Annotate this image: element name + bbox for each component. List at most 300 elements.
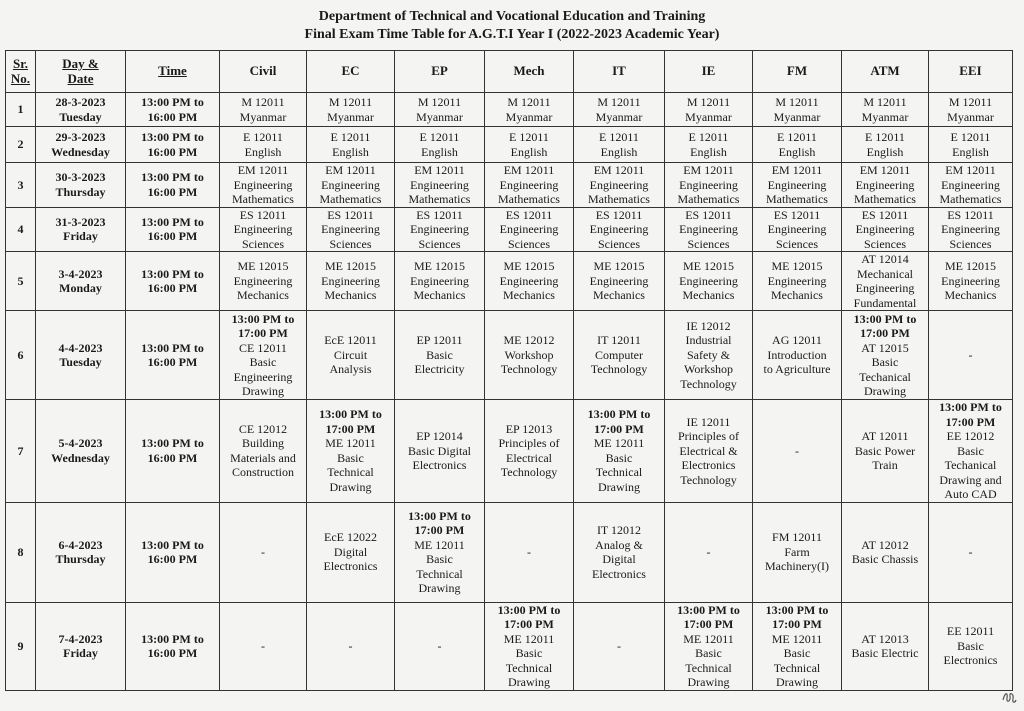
- exam-line: English: [510, 144, 548, 159]
- exam-line: Analysis: [329, 362, 372, 377]
- exam-line: EM 12011: [771, 163, 823, 177]
- sr-no-cell: 2: [6, 127, 36, 163]
- exam-line: Myanmar: [773, 109, 821, 124]
- date-text: 28-3-2023: [55, 95, 106, 109]
- exam-line: ME 12015: [683, 259, 734, 274]
- exam-line: Myanmar: [947, 109, 994, 124]
- exam-cell-civil: [220, 93, 307, 127]
- exam-line: Engineering: [321, 273, 380, 288]
- exam-line: Engineering: [679, 177, 738, 192]
- exam-line: ES 12011: [947, 207, 994, 222]
- exam-line: Mechanics: [324, 288, 377, 303]
- exam-cell-civil: [220, 127, 307, 163]
- exam-line: 17:00 PM: [594, 421, 644, 436]
- exam-cell-ec: [307, 252, 395, 311]
- exam-line: ME 12015: [771, 259, 823, 274]
- exam-cell-mech: [485, 400, 574, 503]
- exam-cell-it: [574, 400, 665, 503]
- exam-cell-it: [574, 252, 665, 311]
- exam-line: FM 12011: [772, 530, 822, 545]
- exam-cell-fm: [753, 93, 842, 127]
- exam-line: Sciences: [864, 236, 906, 251]
- exam-cell-ie: [665, 163, 753, 208]
- exam-line: Drawing: [242, 384, 284, 398]
- exam-line: Train: [872, 458, 898, 472]
- exam-line: Drawing: [329, 479, 372, 494]
- exam-line: Farm: [784, 544, 810, 559]
- exam-line: ME 12015: [414, 259, 465, 274]
- time-cell: [126, 602, 220, 690]
- exam-line: 17:00 PM: [325, 421, 376, 436]
- time-line: 13:00 PM to: [141, 95, 204, 109]
- exam-cell-it: [574, 311, 665, 400]
- exam-line: AT 12013: [861, 631, 909, 646]
- exam-cell-eei: [929, 127, 1013, 163]
- exam-line: 13:00 PM to: [319, 407, 382, 422]
- exam-line: EM 12011: [503, 163, 555, 177]
- exam-line: Engineering: [589, 222, 649, 236]
- exam-line: AG 12011: [772, 333, 822, 348]
- exam-line: Basic Power: [854, 443, 916, 458]
- weekday-text: Thursday: [55, 184, 106, 199]
- header-ep: EP: [395, 51, 485, 93]
- exam-line: 17:00 PM: [772, 617, 822, 631]
- exam-line: ES 12011: [505, 207, 553, 222]
- exam-cell-ep: [395, 400, 485, 503]
- exam-line: E 12011: [777, 130, 817, 144]
- exam-line: EE 12011: [946, 624, 995, 639]
- exam-line: EP 12013: [505, 421, 553, 436]
- exam-cell-civil: [220, 400, 307, 503]
- date-text: 3-4-2023: [58, 266, 103, 281]
- exam-cell-ep: [395, 502, 485, 602]
- exam-line: Electrical &: [679, 443, 738, 458]
- exam-line: Engineering: [941, 222, 1000, 236]
- exam-cell-fm: [753, 602, 842, 690]
- exam-line: Workshop: [504, 347, 554, 362]
- exam-line: Fundamental: [853, 295, 917, 310]
- exam-line: Technology: [680, 376, 737, 391]
- exam-line: IE 12011: [686, 414, 731, 429]
- exam-cell-atm: [842, 163, 929, 208]
- exam-line: EP 12011: [416, 333, 463, 348]
- exam-line: Technology: [590, 362, 648, 377]
- exam-line: Drawing: [687, 675, 730, 689]
- time-line: 16:00 PM: [147, 646, 198, 660]
- exam-line: EE 12012: [946, 429, 995, 443]
- exam-line: Basic: [783, 646, 811, 660]
- exam-line: Electronics: [592, 566, 646, 581]
- header-eei: EEI: [929, 51, 1013, 93]
- exam-cell-mech: [485, 252, 574, 311]
- exam-cell-ep: [395, 602, 485, 690]
- exam-line: 17:00 PM: [860, 326, 910, 340]
- exam-cell-ie: [665, 127, 753, 163]
- exam-line: Basic: [337, 450, 364, 465]
- exam-line: ME 12015: [503, 259, 555, 274]
- time-cell: [126, 400, 220, 503]
- exam-line: Basic Digital: [408, 443, 471, 458]
- weekday-text: Tuesday: [59, 355, 102, 369]
- exam-line: Engineering: [233, 369, 293, 384]
- exam-line: ME 12011: [503, 631, 555, 646]
- exam-line: ME 12015: [237, 259, 289, 274]
- exam-line: Materials and: [230, 450, 296, 465]
- exam-line: Engineering: [767, 273, 827, 288]
- exam-cell-ec: [307, 502, 395, 602]
- header-fm: FM: [753, 51, 842, 93]
- time-line: 16:00 PM: [147, 109, 198, 124]
- exam-line: Machinery(I): [765, 559, 829, 574]
- exam-line: -: [261, 544, 265, 559]
- exam-line: Drawing: [418, 581, 461, 595]
- exam-line: CE 12012: [238, 421, 288, 436]
- header-time: Time: [126, 51, 220, 93]
- exam-line: Electronics: [681, 458, 736, 472]
- exam-line: Mechanical: [857, 266, 913, 281]
- exam-line: English: [332, 144, 369, 159]
- exam-cell-it: [574, 602, 665, 690]
- exam-line: Principles of: [678, 429, 739, 443]
- exam-line: ES 12011: [685, 207, 732, 222]
- day-date-cell: [36, 602, 126, 690]
- exam-cell-fm: [753, 502, 842, 602]
- time-line: 16:00 PM: [147, 450, 198, 465]
- table-row: [6, 602, 1013, 690]
- exam-line: English: [952, 144, 989, 159]
- exam-line: AT 12015: [861, 340, 909, 355]
- time-line: 16:00 PM: [147, 229, 198, 244]
- exam-line: EM 12011: [414, 163, 465, 177]
- table-row: [6, 93, 1013, 127]
- exam-line: Technical: [595, 465, 643, 480]
- date-text: 30-3-2023: [55, 170, 106, 185]
- sr-no-cell: 6: [6, 311, 36, 400]
- exam-line: EM 12011: [945, 163, 996, 177]
- exam-cell-atm: [842, 311, 929, 400]
- exam-cell-eei: [929, 207, 1013, 252]
- exam-line: IE 12012: [686, 318, 731, 333]
- date-text: 5-4-2023: [58, 436, 103, 451]
- exam-cell-civil: [220, 602, 307, 690]
- exam-cell-civil: [220, 207, 307, 252]
- exam-line: English: [244, 144, 282, 159]
- time-cell: [126, 252, 220, 311]
- exam-timetable: [5, 50, 1013, 691]
- exam-cell-mech: [485, 207, 574, 252]
- exam-line: Engineering: [410, 222, 469, 236]
- exam-line: M 12011: [948, 95, 993, 109]
- exam-line: Electrical: [506, 450, 552, 465]
- exam-line: Basic: [605, 450, 633, 465]
- exam-line: Engineering: [679, 222, 738, 236]
- exam-line: Mechanics: [413, 288, 466, 303]
- time-line: 13:00 PM to: [141, 631, 204, 646]
- exam-line: M 12011: [775, 95, 819, 109]
- exam-line: Technical: [327, 465, 374, 480]
- exam-line: Engineering: [233, 273, 293, 288]
- day-date-cell: [36, 127, 126, 163]
- exam-line: Mechanics: [944, 288, 997, 303]
- table-row: [6, 400, 1013, 503]
- exam-line: E 12011: [419, 130, 460, 144]
- exam-line: M 12011: [507, 95, 551, 109]
- exam-line: ME 12011: [414, 537, 465, 552]
- exam-line: Analog &: [595, 537, 643, 552]
- timetable-body: [6, 93, 1013, 691]
- exam-line: Mechanics: [771, 288, 823, 303]
- exam-line: Mathematics: [854, 192, 916, 206]
- exam-line: E 12011: [599, 130, 639, 144]
- weekday-text: Wednesday: [51, 144, 110, 159]
- exam-cell-mech: [485, 502, 574, 602]
- exam-line: Engineering: [410, 177, 469, 192]
- header-sr-no: Sr. No.: [6, 51, 36, 93]
- sr-no-cell: 9: [6, 602, 36, 690]
- date-text: 4-4-2023: [58, 340, 103, 355]
- exam-line: Engineering: [410, 273, 469, 288]
- exam-line: Drawing: [864, 384, 906, 398]
- exam-line: -: [968, 544, 973, 559]
- sr-no-cell: 5: [6, 252, 36, 311]
- exam-line: Mathematics: [766, 192, 828, 206]
- time-line: 13:00 PM to: [141, 170, 204, 185]
- day-date-cell: [36, 207, 126, 252]
- exam-cell-ec: [307, 207, 395, 252]
- exam-line: Basic Chassis: [851, 552, 919, 566]
- timetable-title: Final Exam Time Table for A.G.T.I Year I (2022-2023 Academic Year): [304, 27, 720, 42]
- exam-line: Mathematics: [319, 192, 382, 206]
- exam-line: E 12011: [330, 130, 371, 144]
- exam-cell-atm: [842, 252, 929, 311]
- header-row: [6, 51, 1013, 93]
- exam-line: English: [778, 144, 816, 159]
- exam-line: Technology: [500, 362, 558, 377]
- table-row: [6, 502, 1013, 602]
- exam-cell-ie: [665, 602, 753, 690]
- exam-line: Sciences: [949, 236, 992, 251]
- exam-cell-atm: [842, 207, 929, 252]
- exam-line: E 12011: [688, 130, 729, 144]
- exam-cell-eei: [929, 311, 1013, 400]
- exam-cell-fm: [753, 400, 842, 503]
- weekday-text: Tuesday: [59, 109, 102, 124]
- exam-line: EM 12011: [859, 163, 911, 177]
- exam-line: IT 12011: [597, 333, 641, 348]
- exam-cell-ep: [395, 127, 485, 163]
- exam-cell-it: [574, 163, 665, 208]
- time-line: 16:00 PM: [147, 355, 198, 369]
- exam-line: ME 12015: [325, 259, 376, 274]
- exam-line: English: [421, 144, 458, 159]
- table-row: [6, 163, 1013, 208]
- exam-line: ES 12011: [327, 207, 374, 222]
- exam-line: Sciences: [329, 236, 372, 251]
- exam-cell-ie: [665, 207, 753, 252]
- exam-line: Auto CAD: [944, 487, 997, 501]
- header-civil: Civil: [220, 51, 307, 93]
- exam-line: 13:00 PM to: [497, 602, 561, 617]
- exam-cell-ec: [307, 400, 395, 503]
- table-row: [6, 127, 1013, 163]
- exam-line: 13:00 PM to: [765, 602, 829, 617]
- exam-line: English: [600, 144, 638, 159]
- exam-line: ES 12011: [239, 207, 287, 222]
- exam-line: EcE 12022: [324, 530, 377, 545]
- header-day-date: Day & Date: [36, 51, 126, 93]
- exam-cell-ep: [395, 207, 485, 252]
- exam-line: Engineering: [499, 273, 559, 288]
- exam-line: M 12011: [863, 95, 907, 109]
- exam-line: M 12011: [597, 95, 641, 109]
- exam-line: Engineering: [855, 281, 915, 295]
- exam-cell-eei: [929, 400, 1013, 503]
- day-date-cell: [36, 93, 126, 127]
- time-line: 13:00 PM to: [141, 537, 204, 552]
- exam-line: ME 12011: [683, 631, 734, 646]
- exam-line: Sciences: [598, 236, 640, 251]
- exam-line: English: [690, 144, 727, 159]
- exam-cell-fm: [753, 163, 842, 208]
- exam-cell-fm: [753, 311, 842, 400]
- weekday-text: Thursday: [55, 552, 106, 566]
- exam-cell-it: [574, 93, 665, 127]
- exam-line: Technical: [505, 660, 553, 675]
- exam-line: Mechanics: [503, 288, 555, 303]
- exam-line: Basic: [871, 355, 899, 369]
- exam-line: -: [617, 638, 621, 653]
- time-cell: [126, 207, 220, 252]
- exam-cell-it: [574, 127, 665, 163]
- exam-line: -: [348, 638, 353, 653]
- exam-cell-civil: [220, 311, 307, 400]
- exam-line: Drawing and: [939, 472, 1002, 487]
- exam-line: -: [437, 638, 442, 653]
- exam-cell-atm: [842, 400, 929, 503]
- exam-line: Digital: [333, 544, 368, 559]
- header-atm: ATM: [842, 51, 929, 93]
- exam-line: Workshop: [683, 362, 734, 377]
- time-line: 16:00 PM: [147, 184, 198, 199]
- exam-line: Basic: [249, 355, 277, 369]
- exam-cell-fm: [753, 127, 842, 163]
- exam-cell-fm: [753, 252, 842, 311]
- time-line: 13:00 PM to: [141, 130, 204, 144]
- exam-line: M 12011: [686, 95, 731, 109]
- sr-no-cell: 7: [6, 400, 36, 503]
- exam-cell-it: [574, 207, 665, 252]
- exam-line: ME 12012: [503, 333, 555, 348]
- exam-line: EP 12014: [416, 429, 463, 443]
- sr-no-cell: 4: [6, 207, 36, 252]
- exam-line: Basic: [695, 646, 722, 660]
- exam-line: Construction: [232, 465, 294, 480]
- time-line: 16:00 PM: [147, 144, 198, 159]
- exam-line: Drawing: [598, 479, 640, 494]
- exam-line: Technical: [416, 566, 463, 581]
- exam-line: Principles of: [498, 436, 560, 451]
- exam-line: Engineering: [941, 273, 1000, 288]
- exam-line: Mathematics: [677, 192, 740, 206]
- exam-line: E 12011: [243, 130, 283, 144]
- day-date-cell: [36, 311, 126, 400]
- exam-cell-civil: [220, 502, 307, 602]
- weekday-text: Friday: [63, 646, 98, 660]
- exam-cell-eei: [929, 163, 1013, 208]
- exam-line: Computer: [595, 347, 643, 362]
- exam-line: Electronics: [323, 559, 378, 574]
- exam-line: Mechanics: [593, 288, 645, 303]
- time-cell: [126, 93, 220, 127]
- exam-line: Sciences: [242, 236, 284, 251]
- weekday-text: Wednesday: [51, 450, 110, 465]
- day-date-cell: [36, 252, 126, 311]
- sr-no-cell: 1: [6, 93, 36, 127]
- exam-line: 17:00 PM: [945, 414, 996, 429]
- exam-cell-atm: [842, 602, 929, 690]
- exam-line: Myanmar: [416, 109, 463, 124]
- exam-line: Engineering: [941, 177, 1000, 192]
- exam-line: Engineering: [767, 177, 827, 192]
- exam-line: Myanmar: [239, 109, 287, 124]
- exam-line: Technology: [680, 472, 737, 487]
- weekday-text: Monday: [59, 281, 102, 295]
- header-mech: Mech: [485, 51, 574, 93]
- exam-line: Myanmar: [505, 109, 553, 124]
- exam-line: EM 12011: [593, 163, 645, 177]
- exam-cell-eei: [929, 602, 1013, 690]
- exam-cell-ec: [307, 93, 395, 127]
- exam-line: Circuit: [333, 347, 368, 362]
- date-text: 29-3-2023: [55, 130, 106, 144]
- exam-line: Technical: [773, 660, 821, 675]
- exam-line: Mechanics: [682, 288, 735, 303]
- exam-cell-eei: [929, 252, 1013, 311]
- time-line: 13:00 PM to: [141, 266, 204, 281]
- time-line: 13:00 PM to: [141, 214, 204, 229]
- department-title: Department of Technical and Vocational Education and Training: [318, 9, 706, 24]
- exam-line: Techanical: [944, 458, 997, 472]
- exam-line: 17:00 PM: [683, 617, 734, 631]
- exam-line: Engineering: [589, 177, 649, 192]
- exam-line: Drawing: [508, 675, 550, 689]
- exam-line: M 12011: [328, 95, 373, 109]
- exam-line: Engineering: [321, 222, 380, 236]
- exam-line: Engineering: [767, 222, 827, 236]
- exam-cell-mech: [485, 311, 574, 400]
- exam-cell-ie: [665, 311, 753, 400]
- exam-line: Basic: [426, 552, 453, 566]
- exam-line: EM 12011: [683, 163, 734, 177]
- exam-cell-civil: [220, 163, 307, 208]
- exam-line: 13:00 PM to: [939, 400, 1002, 414]
- exam-line: Engineering: [321, 177, 380, 192]
- exam-line: ME 12011: [593, 436, 645, 451]
- table-row: [6, 252, 1013, 311]
- exam-line: Industrial: [685, 333, 732, 348]
- exam-line: ES 12011: [416, 207, 463, 222]
- exam-cell-fm: [753, 207, 842, 252]
- exam-line: Engineering: [499, 222, 559, 236]
- exam-line: 13:00 PM to: [231, 311, 295, 326]
- exam-cell-ec: [307, 163, 395, 208]
- exam-line: Engineering: [679, 273, 738, 288]
- exam-cell-it: [574, 502, 665, 602]
- date-text: 7-4-2023: [58, 631, 103, 646]
- time-cell: [126, 311, 220, 400]
- exam-cell-ie: [665, 252, 753, 311]
- exam-line: Electricity: [414, 362, 465, 377]
